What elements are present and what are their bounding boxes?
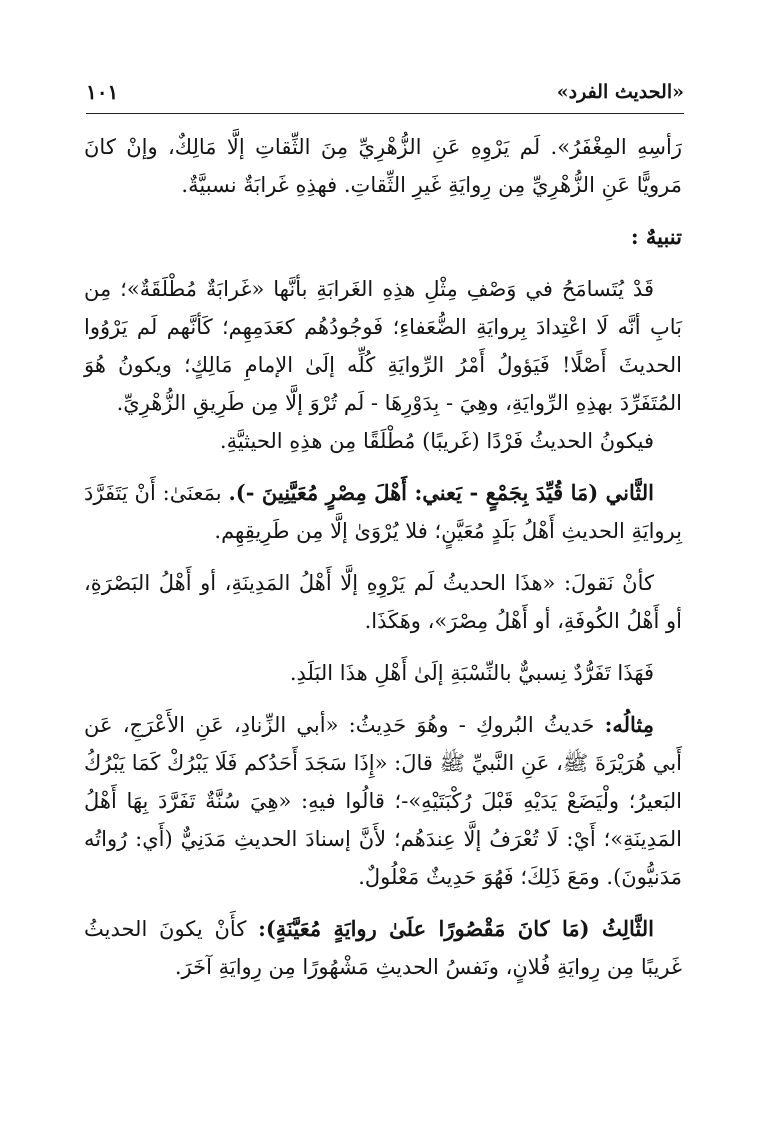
section-two-text: بمَعنَىٰ: أَنْ يَتَفَرَّدَ بِروايَةِ الحديثِ أَهْلُ بَلَدٍ مُعَيَّنٍ؛ فلا يُرْوَىٰ إلَّا مِن طَرِيقِهِم.: [84, 481, 682, 543]
page-number: ١٠١: [86, 80, 119, 104]
page-body: [84, 128, 682, 986]
paragraph-8: [84, 910, 682, 986]
running-title: «الحديث الفرد»: [556, 81, 684, 103]
paragraph-2: قَدْ يُتَسامَحُ في وَصْفِ مِثْلِ هذِهِ الغَرابَةِ بأنَّها «غَرابَةٌ مُطْلَقَةٌ»؛ مِن بَابِ أنَّه لَا اعْتِدادَ بِروايَةِ الضُّعَفاءِ؛ فَوجُودُهُم كعَدَمِهِم؛ كَأنَّهم لَم يَرْوُوا الحديثَ أَصْلًا! فَيَؤولُ أَمْرُ الرِّوايَةِ كُلِّه إلَىٰ الإمامِ مَالِكٍ؛ ويكونُ هُوَ المُتَفَرِّدَ بهذِهِ الرِّوايَةِ، وهِيَ - بِدَوْرِهَا - لَم تُرْوَ إلَّا مِن طَرِيقِ الزُّهْرِيِّ.: [84, 277, 682, 415]
page-header: [86, 72, 684, 112]
section-three-text: كأَنْ يكونَ الحديثُ غَريبًا مِن رِوايَةِ فُلانٍ، ونَفسُ الحديثِ مَشْهُورًا مِن رِوايَةِ آخَرَ.: [84, 917, 682, 979]
paragraph-3: فيكونُ الحديثُ فَرْدًا (غَريبًا) مُطْلَقًا مِن هذِهِ الحيثيَّةِ.: [219, 429, 654, 453]
section-two-heading: الثَّاني (مَا قُيِّدَ بِجَمْعٍ - يَعني: أَهْلَ مِصْرٍ مُعَيَّنِينَ -).: [228, 480, 654, 505]
example-text: حَديثُ البُروكِ - وهُوَ حَدِيثُ: «أبي الزِّنادِ، عَنِ الأَعْرَجِ، عَن أَبي هُرَيْرَةَ ﷺ، عَنِ النَّبيِّ ﷺ قالَ: «إِذَا سَجَدَ أَحَدُكم فَلَا يَبْرُكْ كَمَا يَبْرُكُ البَعيرُ؛ ولْيَضَعْ يَدَيْهِ قَبْلَ رُكْبَتَيْهِ»-؛ قالُوا فيهِ: «هِيَ سُنَّةٌ تَفَرَّدَ بِهَا أَهْلُ المَدِينَةِ»؛ أَيْ: لَا تُعْرَفُ إلَّا عِندَهُم؛ لأَنَّ إسنادَ الحديثِ مَدَنِيٌّ (أَي: رُواتُه مَدَنيُّونَ). ومَعَ ذَلِكَ؛ فَهُوَ حَدِيثٌ مَعْلُولٌ.: [84, 713, 682, 889]
paragraph-4: [84, 474, 682, 550]
tanbih-heading: تنبيهٌ :: [630, 224, 682, 249]
paragraph-6: فَهَذَا تَفَرُّدٌ نِسبيٌّ بالنِّسْبَةِ إلَىٰ أَهْلِ هذَا البَلَدِ.: [289, 661, 654, 685]
paragraph-1: رَأسِهِ المِغْفَرُ». لَم يَرْوِهِ عَنِ الزُّهْرِيِّ مِنَ الثِّقاتِ إلَّا مَالِكٌ، وإنْ كانَ مَرويًّا عَنِ الزُّهْرِيِّ مِن رِوايَةِ غَيرِ الثِّقاتِ. فهذِهِ غَرابَةٌ نسبيَّةٌ.: [84, 135, 682, 197]
example-heading: مِثالُه:: [604, 712, 654, 737]
header-rule: [86, 113, 684, 114]
paragraph-5: كأنْ نَقولَ: «هذَا الحديثُ لَم يَرْوِهِ إلَّا أَهْلُ المَدِينَةِ، أو أَهْلُ البَصْرَةِ، أو أَهْلُ الكُوفَةِ، أو أَهْلُ مِصْرَ»، وهَكَذَا.: [84, 571, 682, 633]
paragraph-7: [84, 706, 682, 896]
section-three-heading: الثَّالِثُ (مَا كانَ مَقْصُورًا علَىٰ روايَةٍ مُعَيَّنَةٍ):: [258, 916, 654, 941]
